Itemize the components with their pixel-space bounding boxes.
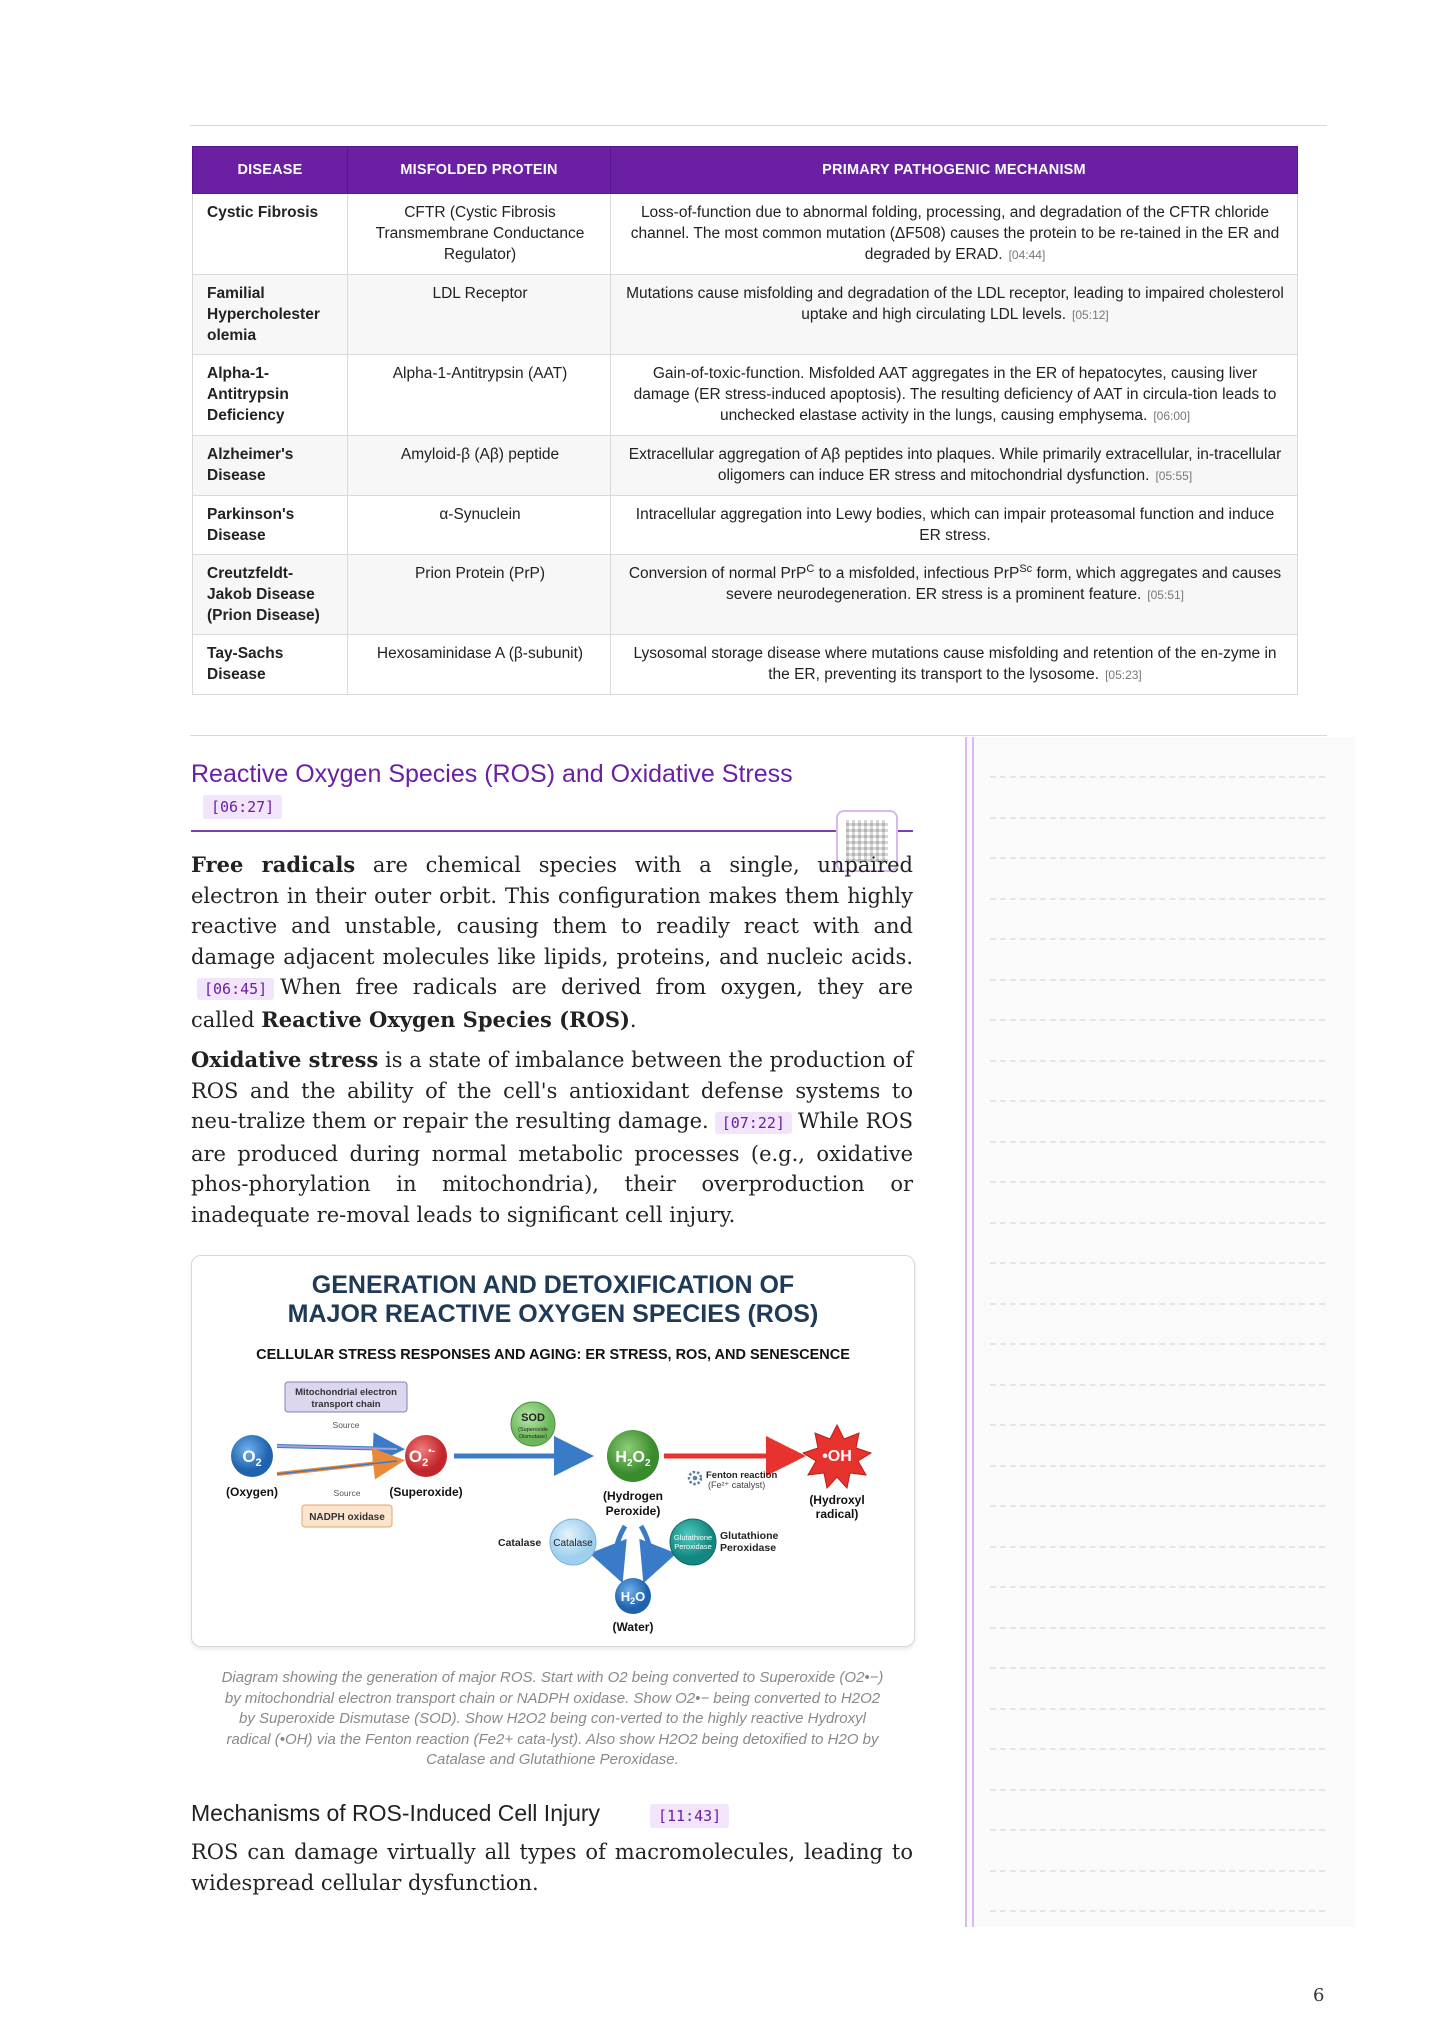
- mechanism-cell: [611, 496, 1298, 555]
- text: is a state of imbalance between the production of ROS and the ability of the cell's antioxidant defense systems to neu-tralize them or repair the resulting damage.: [191, 1048, 913, 1133]
- note-line: [990, 1708, 1325, 1710]
- note-line: [990, 898, 1325, 900]
- note-line: [990, 1100, 1325, 1102]
- section-title: Reactive Oxygen Species (ROS) and Oxidative Stress: [191, 760, 793, 788]
- inline-timestamp[interactable]: [07:22]: [715, 1112, 792, 1134]
- oxygen-symbol: $O_2$: [242, 1447, 262, 1469]
- timestamp: [05:55]: [1155, 469, 1193, 483]
- text: are chemical species with a single, unpaired electron in their outer orbit. This configuration makes them highly reactive and unstable, causing them to readily react with and damage adjacent molecules like lipids, proteins, and nucleic acids.: [191, 853, 913, 969]
- top-rule: [190, 125, 1327, 126]
- margin-line: [972, 737, 974, 1927]
- hydroxyl-symbol: •OH: [822, 1448, 852, 1465]
- mechanism-cell: [611, 555, 1298, 635]
- gear-icon: [689, 1472, 701, 1484]
- timestamp: [06:00]: [1153, 409, 1191, 423]
- paragraph-oxidative-stress: [191, 1045, 913, 1230]
- disease-cell: Familial Hypercholester olemia: [193, 275, 348, 355]
- mechanism-text: to a misfolded, infectious PrP: [814, 565, 1020, 582]
- table-row: [193, 194, 1298, 275]
- mechanism-text: form, which aggregates and causes severe neurodegeneration. ER stress is a prominent feature.: [726, 565, 1282, 603]
- title-underline: [191, 830, 913, 832]
- mechanism-cell: [611, 194, 1298, 275]
- protein-cell: Amyloid-β (Aβ) peptide: [348, 436, 611, 496]
- note-line: [990, 1789, 1325, 1791]
- sod-sub-1: (Superoxide: [518, 1427, 548, 1433]
- note-line: [990, 1060, 1325, 1062]
- gpx-node-label-2: Peroxidase: [674, 1542, 712, 1551]
- superoxide-label: (Superoxide): [389, 1485, 463, 1499]
- text: .: [629, 1007, 637, 1032]
- term-free-radicals: Free radicals: [191, 852, 356, 877]
- inline-timestamp[interactable]: [06:45]: [197, 978, 274, 1000]
- note-line: [990, 1141, 1325, 1143]
- arrow-gpx: [641, 1526, 650, 1574]
- term-ros: Reactive Oxygen Species (ROS): [261, 1006, 630, 1032]
- section-timestamp[interactable]: [06:27]: [203, 795, 282, 819]
- hydroxyl-label-2: radical): [815, 1507, 859, 1521]
- disease-cell: Tay-Sachs Disease: [193, 635, 348, 695]
- figure-title-line2: MAJOR REACTIVE OXYGEN SPECIES (ROS): [287, 1300, 819, 1328]
- margin-line: [965, 737, 967, 1927]
- col-header-protein: MISFOLDED PROTEIN: [348, 147, 611, 194]
- ros-diagram-figure: [191, 1255, 915, 1647]
- note-line: [990, 1343, 1325, 1345]
- catalase-node-label: Catalase: [553, 1538, 593, 1549]
- section-rule: [190, 735, 1327, 736]
- table-row: [193, 275, 1298, 355]
- source-label-top: Source: [332, 1420, 360, 1430]
- note-line: [990, 1586, 1325, 1588]
- note-line: [990, 979, 1325, 981]
- protein-cell: CFTR (Cystic Fibrosis Transmembrane Conductance Regulator): [348, 194, 611, 275]
- superscript: C: [806, 562, 815, 575]
- disease-cell: Alpha-1-Antitrypsin Deficiency: [193, 355, 348, 436]
- subsection-timestamp[interactable]: [11:43]: [650, 1804, 729, 1828]
- note-line: [990, 1384, 1325, 1386]
- table-row: [193, 436, 1298, 496]
- oxygen-label: (Oxygen): [225, 1485, 279, 1499]
- timestamp: [05:23]: [1105, 668, 1142, 682]
- note-line: [990, 938, 1325, 940]
- misfolded-protein-table: [192, 146, 1298, 695]
- fenton-label-2: (Fe²⁺ catalyst): [708, 1480, 766, 1490]
- mechanism-text: Gain-of-toxic-function. Misfolded AAT aggregates in the ER of hepatocytes, causing liver damage (ER stress-induced apoptosis). The resulting deficiency of AAT in circula-tion leads to unchecked elastase activity in the lungs, causing emphysema.: [633, 365, 1277, 424]
- note-line: [990, 857, 1325, 859]
- h2o2-label-2: Peroxide): [605, 1504, 661, 1518]
- nadph-label: NADPH oxidase: [309, 1512, 385, 1523]
- term-oxidative-stress: Oxidative stress: [191, 1047, 379, 1072]
- arrow-catalase: [616, 1526, 625, 1574]
- figure-caption: Diagram showing the generation of major ROS. Start with O2 being converted to Superoxide (O2•−) by mitochondrial electron transport chain or NADPH oxidase. Show O2•− being converted to H2O2 by Superoxide Dismutase (SOD). Show H2O2 being con-verted to the highly reactive Hydroxyl radical (•OH) via the Fenton reaction (Fe2+ cata-lyst). Also show H2O2 being detoxified to H2O by Catalase and Glutathione Peroxidase.: [221, 1669, 884, 1768]
- disease-cell: Alzheimer's Disease: [193, 436, 348, 496]
- fenton-label-1: Fenton reaction: [706, 1470, 778, 1481]
- note-line: [990, 1667, 1325, 1669]
- mechanism-text: Conversion of normal PrP: [628, 565, 807, 582]
- gpx-node-label-1: Glutathione: [673, 1533, 713, 1542]
- mechanism-text: Loss-of-function due to abnormal folding, processing, and degradation of the CFTR chloride channel. The most common mutation (ΔF508) causes the protein to be re-tained in the ER and degraded by ERAD.: [630, 204, 1280, 263]
- note-line: [990, 1870, 1325, 1872]
- disease-cell: Creutzfeldt-Jakob Disease (Prion Disease): [193, 555, 348, 635]
- mechanism-cell: [611, 436, 1298, 496]
- subsection-title: Mechanisms of ROS-Induced Cell Injury: [191, 1800, 601, 1826]
- mechanism-text: Intracellular aggregation into Lewy bodies, which can impair proteasomal function and induce ER stress.: [635, 506, 1275, 544]
- note-line: [990, 1546, 1325, 1548]
- timestamp: [05:12]: [1072, 308, 1109, 322]
- hydroxyl-label-1: (Hydroxyl: [809, 1493, 865, 1507]
- disease-cell: Parkinson's Disease: [193, 496, 348, 555]
- sod-sub-2: Dismutase): [519, 1434, 547, 1440]
- note-line: [990, 1829, 1325, 1831]
- mito-label-2: transport chain: [311, 1399, 381, 1410]
- col-header-disease: DISEASE: [193, 147, 348, 194]
- h2o2-symbol: $H_2O_2$: [615, 1449, 651, 1469]
- protein-cell: Prion Protein (PrP): [348, 555, 611, 635]
- text: When free radicals are derived from oxygen, they are called: [191, 975, 913, 1032]
- table-row: [193, 555, 1298, 635]
- superscript: Sc: [1019, 562, 1033, 575]
- protein-cell: Alpha-1-Antitrypsin (AAT): [348, 355, 611, 436]
- water-label: (Water): [612, 1620, 654, 1634]
- mechanism-text: Extracellular aggregation of Aβ peptides into plaques. While primarily extracellular, in-tracellular oligomers can induce ER stress and mitochondrial dysfunction.: [628, 446, 1282, 484]
- source-label-bottom: Source: [333, 1488, 361, 1498]
- figure-subtitle: CELLULAR STRESS RESPONSES AND AGING: ER STRESS, ROS, AND SENESCENCE: [256, 1347, 850, 1363]
- table-row: [193, 355, 1298, 436]
- ros-diagram: [192, 1256, 914, 1646]
- note-line: [990, 1181, 1325, 1183]
- figure-title-line1: GENERATION AND DETOXIFICATION OF: [311, 1271, 795, 1299]
- timestamp: [05:51]: [1147, 588, 1184, 602]
- note-line: [990, 1262, 1325, 1264]
- water-symbol: $H_2O$: [620, 1589, 646, 1606]
- mito-label-1: Mitochondrial electron: [295, 1387, 397, 1398]
- superoxide-symbol: $O_2^{•-}$: [408, 1446, 436, 1469]
- gpx-label-1: Glutathione: [720, 1530, 779, 1542]
- note-line: [990, 1627, 1325, 1629]
- protein-cell: α-Synuclein: [348, 496, 611, 555]
- note-line: [990, 1748, 1325, 1750]
- col-header-mechanism: PRIMARY PATHOGENIC MECHANISM: [611, 147, 1298, 194]
- mechanism-text: Lysosomal storage disease where mutations cause misfolding and retention of the en-zyme in the ER, preventing its transport to the lysosome.: [633, 645, 1277, 683]
- mechanism-cell: [611, 635, 1298, 695]
- mechanism-cell: [611, 355, 1298, 436]
- h2o2-label-1: (Hydrogen: [603, 1489, 663, 1503]
- paragraph-ros-damage: ROS can damage virtually all types of macromolecules, leading to widespread cellular dysfunction.: [191, 1840, 913, 1895]
- arrow-nadph-inner: [277, 1461, 397, 1474]
- paragraph-free-radicals: [191, 850, 913, 1035]
- mechanism-text: Mutations cause misfolding and degradation of the LDL receptor, leading to impaired cholesterol uptake and high circulating LDL levels.: [626, 285, 1284, 323]
- timestamp: [04:44]: [1008, 248, 1046, 262]
- note-line: [990, 1465, 1325, 1467]
- table-row: [193, 635, 1298, 695]
- text: While ROS are produced during normal metabolic processes (e.g., oxidative phos-phorylation in mitochondria), their overproduction or inadequate re-moval leads to significant cell injury.: [191, 1109, 913, 1227]
- note-line: [990, 1222, 1325, 1224]
- disease-cell: Cystic Fibrosis: [193, 194, 348, 275]
- protein-cell: Hexosaminidase A (β-subunit): [348, 635, 611, 695]
- note-line: [990, 1303, 1325, 1305]
- catalase-label: Catalase: [498, 1537, 542, 1549]
- page-number: 6: [1313, 1985, 1325, 2006]
- note-line: [990, 776, 1325, 778]
- note-line: [990, 1424, 1325, 1426]
- note-line: [990, 817, 1325, 819]
- protein-cell: LDL Receptor: [348, 275, 611, 355]
- mechanism-cell: [611, 275, 1298, 355]
- sod-label: SOD: [521, 1412, 545, 1424]
- note-line: [990, 1019, 1325, 1021]
- gpx-label-2: Peroxidase: [720, 1542, 777, 1554]
- note-line: [990, 1910, 1325, 1912]
- table-row: [193, 496, 1298, 555]
- table-header-row: [193, 147, 1298, 194]
- note-line: [990, 1505, 1325, 1507]
